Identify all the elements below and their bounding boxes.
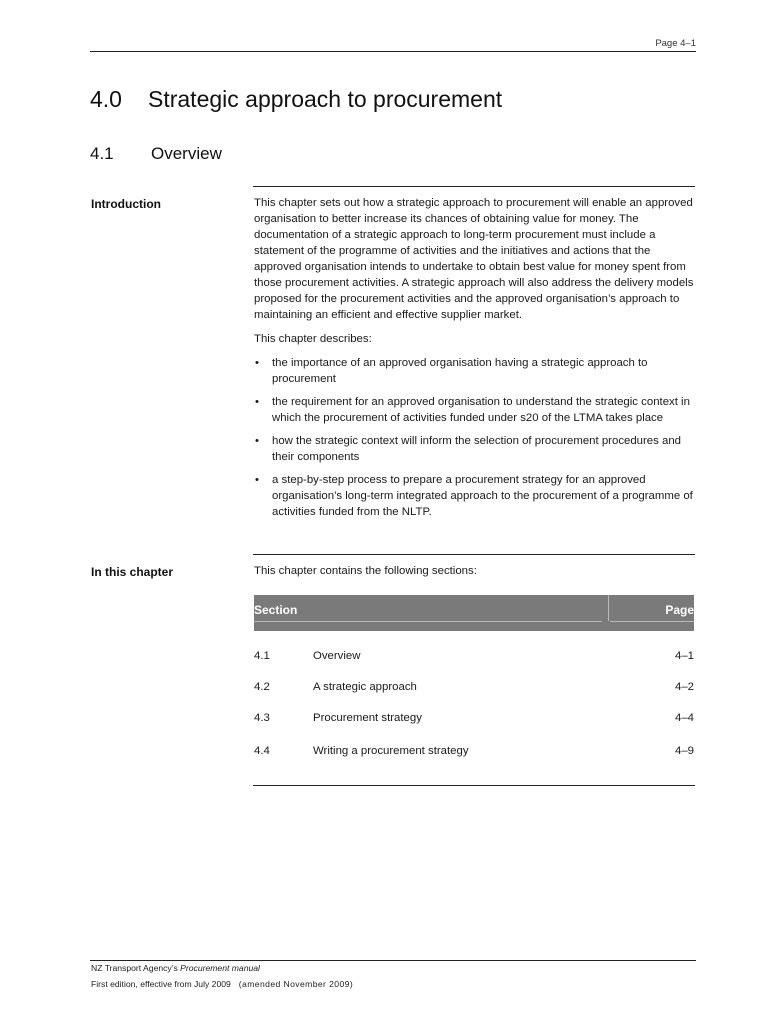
list-item: • the importance of an approved organisation having a strategic approach to procurement xyxy=(255,357,648,385)
describes-lead: This chapter describes: xyxy=(254,333,372,345)
section-number: 4.1 xyxy=(90,144,114,163)
row-section-number: 4.1 xyxy=(254,650,270,662)
introduction-label: Introduction xyxy=(91,197,161,211)
footer-amended: (amended November 2009) xyxy=(238,979,354,989)
row-page-number: 4–4 xyxy=(674,712,694,724)
chapter-number: 4.0 xyxy=(90,86,122,112)
row-section-number: 4.3 xyxy=(254,712,270,724)
page-column-header: Page xyxy=(665,603,694,617)
bullet-icon: • xyxy=(255,396,259,408)
chapter-title xyxy=(90,86,502,113)
section-column-header: Section xyxy=(254,603,298,617)
row-section-title: A strategic approach xyxy=(313,681,417,693)
row-page-number: 4–2 xyxy=(674,681,694,693)
introduction-paragraph: This chapter sets out how a strategic approach to procurement will enable an approved organisation to better increase its chances of obtaining value for money. The documentation of a strategic approach to long-term procurement must include a statement of the programme of activities and the initiatives and actions that the approved organisation intends to undertake to obtain best value for money spent from those procurement activities. A strategic approach will also address the delivery models proposed for the procurement activities and the approved organisation’s approach to maintaining an efficient and effective supplier market. xyxy=(254,197,694,321)
header-rule xyxy=(90,51,696,52)
introduction-body xyxy=(254,195,694,527)
section-title-text: Overview xyxy=(151,144,222,163)
header-underline xyxy=(254,621,602,622)
bullet-icon: • xyxy=(255,357,259,369)
header-divider xyxy=(608,595,609,621)
footer-edition: First edition, effective from July 2009 (amended November 2009) xyxy=(91,979,354,989)
footer-rule xyxy=(90,960,696,961)
describes-list xyxy=(254,355,694,520)
chapter-contents-top-rule xyxy=(253,554,695,555)
footer-manual-title: Procurement manual xyxy=(180,963,260,973)
list-item: • how the strategic context will inform the selection of procurement procedures and their components xyxy=(255,435,682,463)
row-section-title: Overview xyxy=(313,650,361,662)
page-number: Page 4–1 xyxy=(655,38,696,49)
row-page-number: 4–9 xyxy=(674,745,694,757)
contents-bottom-rule xyxy=(253,785,695,786)
row-page-number: 4–1 xyxy=(674,650,694,662)
list-item: • the requirement for an approved organisation to understand the strategic context in which the procurement of activities funded under s20 of the LTMA takes place xyxy=(255,396,690,424)
row-section-title: Procurement strategy xyxy=(313,712,422,724)
bullet-icon: • xyxy=(255,474,259,486)
contents-lead: This chapter contains the following sections: xyxy=(254,565,477,577)
section-title xyxy=(90,144,222,164)
row-section-number: 4.2 xyxy=(254,681,270,693)
footer-publisher: NZ Transport Agency’s Procurement manual xyxy=(91,963,260,973)
chapter-title-text: Strategic approach to procurement xyxy=(148,86,503,112)
bullet-icon: • xyxy=(255,435,259,447)
row-section-number: 4.4 xyxy=(254,745,270,757)
contents-table-header xyxy=(254,595,694,631)
intro-top-rule xyxy=(253,186,695,187)
in-this-chapter-label: In this chapter xyxy=(91,565,174,579)
header-underline xyxy=(610,621,694,622)
list-item: • a step-by-step process to prepare a procurement strategy for an approved organisation’s long-term integrated approach to the procurement of a programme of activities funded from the NLTP. xyxy=(255,474,693,518)
row-section-title: Writing a procurement strategy xyxy=(313,745,469,757)
